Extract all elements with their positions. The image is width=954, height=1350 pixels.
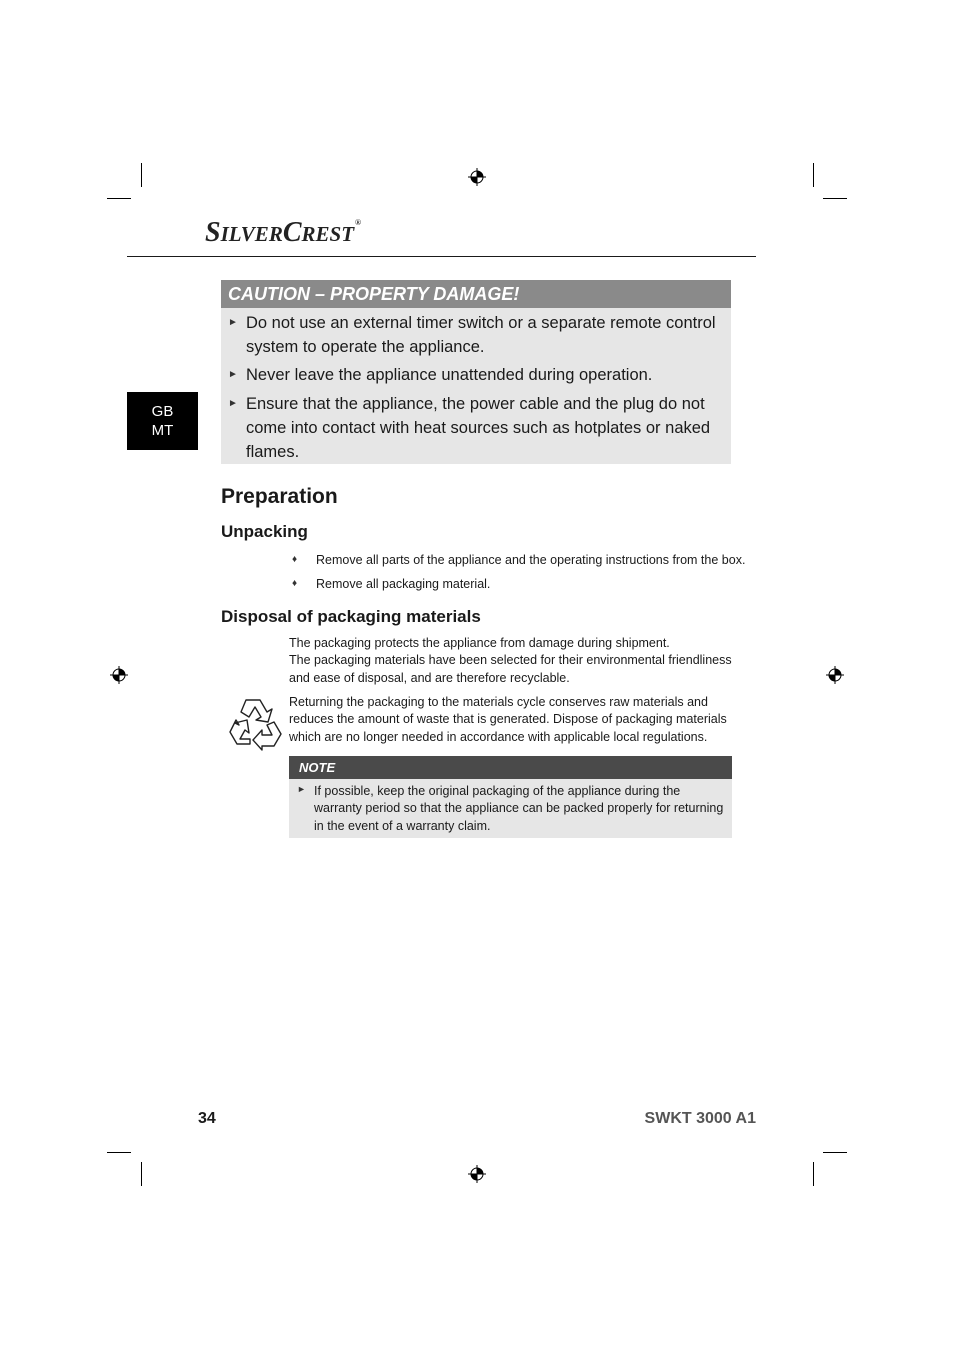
arrow-bullet-icon: ► <box>297 784 306 794</box>
arrow-bullet-icon: ► <box>228 398 238 409</box>
diamond-bullet-icon: ♦ <box>292 554 298 565</box>
caution-item: ► Do not use an external timer switch or a separate remote control system to operate the appliance. <box>246 311 724 359</box>
model-number: SWKT 3000 A1 <box>644 1110 756 1127</box>
language-code: MT <box>151 422 174 439</box>
list-item: Remove all packaging material. <box>316 577 491 591</box>
registration-mark-icon <box>826 666 844 684</box>
crop-mark <box>813 163 814 187</box>
paragraph: The packaging protects the appliance from damage during shipment. The packaging materials have been selected for their environmental friendliness and ease of disposal, and are therefore recyclable. <box>289 636 732 685</box>
arrow-bullet-icon: ► <box>228 317 238 328</box>
caution-title: CAUTION – PROPERTY DAMAGE! <box>221 280 731 308</box>
page-number: 34 <box>198 1110 216 1127</box>
arrow-bullet-icon: ► <box>228 369 238 380</box>
subsection-title: Disposal of packaging materials <box>221 607 481 626</box>
crop-mark <box>141 1162 142 1186</box>
note-text: If possible, keep the original packaging of the appliance during the warranty period so that the appliance can be packed properly for returning in the event of a warranty claim. <box>314 784 724 833</box>
registration-mark-icon <box>110 666 128 684</box>
crop-mark <box>141 163 142 187</box>
list-item: Remove all parts of the appliance and the operating instructions from the box. <box>316 553 746 567</box>
crop-mark <box>107 198 131 199</box>
note-box <box>289 756 732 838</box>
subsection-title: Unpacking <box>221 522 308 541</box>
crop-mark <box>107 1152 131 1153</box>
recycle-icon <box>226 696 284 752</box>
note-title: NOTE <box>289 756 732 779</box>
diamond-bullet-icon: ♦ <box>292 578 298 589</box>
brand-logo: SILVERCREST® <box>205 217 362 248</box>
paragraph: Returning the packaging to the materials cycle conserves raw materials and reduces the amount of waste that is generated. Dispose of packaging materials which are no longer needed in accordance with applicable local regulations. <box>289 695 727 744</box>
crop-mark <box>823 1152 847 1153</box>
section-title: Preparation <box>221 485 338 508</box>
caution-item: ► Never leave the appliance unattended during operation. <box>246 363 724 387</box>
header-rule <box>127 256 756 257</box>
language-tab <box>127 392 198 450</box>
caution-item: ► Ensure that the appliance, the power cable and the plug do not come into contact with heat sources such as hotplates or naked flames. <box>246 392 724 464</box>
language-code: GB <box>151 403 174 420</box>
registration-mark-icon <box>468 168 486 186</box>
registration-mark-icon <box>468 1165 486 1183</box>
crop-mark <box>823 198 847 199</box>
caution-box <box>221 280 731 464</box>
crop-mark <box>813 1162 814 1186</box>
